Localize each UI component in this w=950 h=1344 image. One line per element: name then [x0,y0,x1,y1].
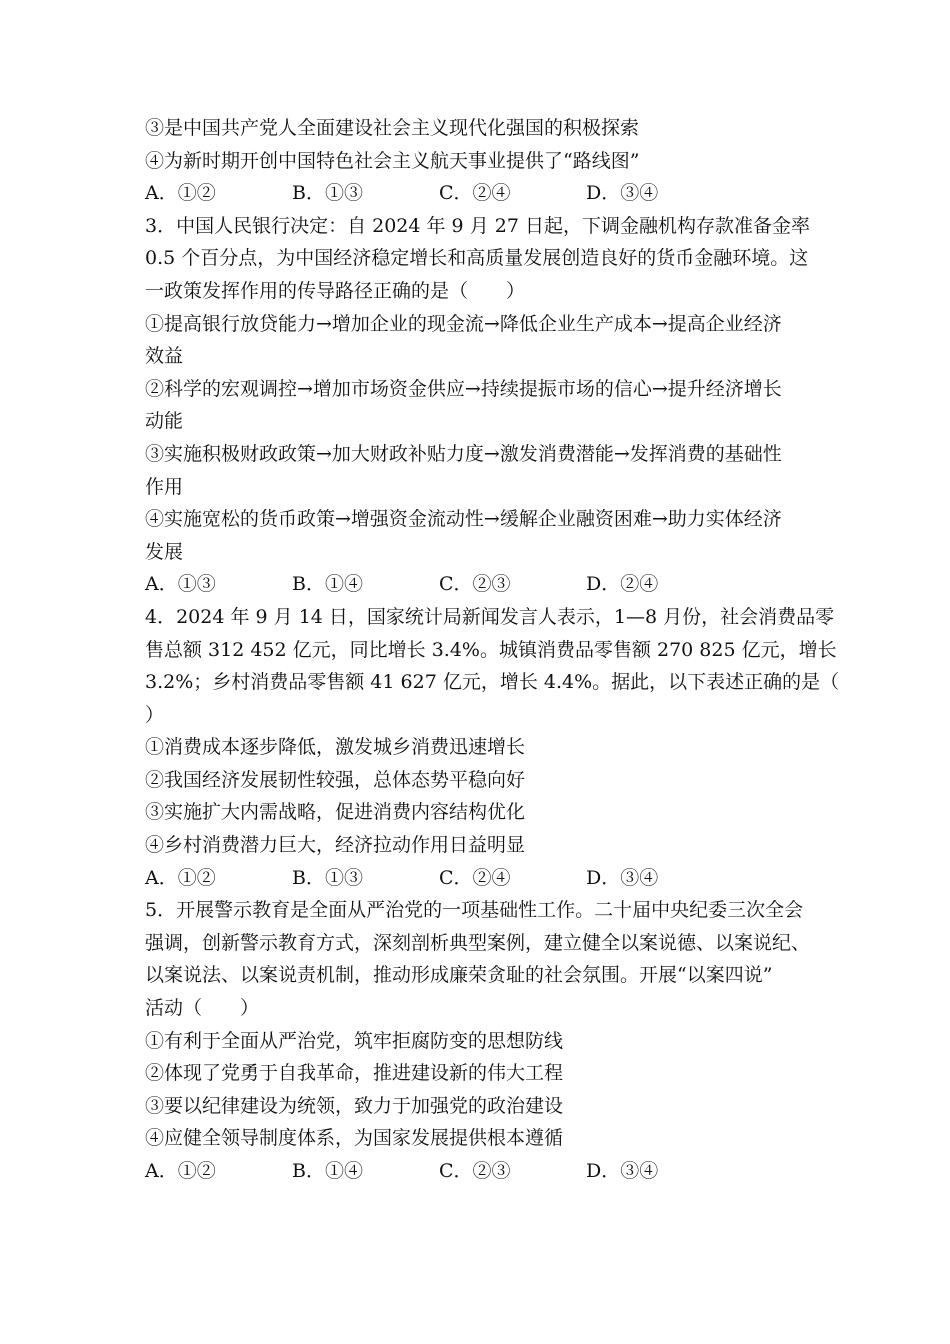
q4-stem-line-2: 售总额 312 452 亿元，同比增长 3.4%。城镇消费品零售额 270 825 亿元，增长 [145,638,837,661]
q5-statement-1: ①有利于全面从严治党，筑牢拒腐防变的思想防线 [145,1029,564,1052]
q5-option-a: A．①② [145,1160,216,1182]
exam-page [145,112,840,1188]
q4-stem-line-1: 4．2024 年 9 月 14 日，国家统计局新闻发言人表示，1—8 月份，社会消费品零 [145,605,835,628]
q5-stem-line-2: 强调，创新警示教育方式，深刻剖析典型案例，建立健全以案说德、以案说纪、 [145,931,811,954]
q3-option-c: C．②③ [439,573,511,596]
q5-statement-2: ②体现了党勇于自我革命，推进建设新的伟大工程 [145,1062,564,1085]
q3-options [145,568,815,601]
q3-option-a: A．①③ [145,573,216,596]
q4-stem-line-3: 3.2%；乡村消费品零售额 41 627 亿元，增长 4.4%。据此，以下表述正确的是（ [145,671,840,694]
q4-statement-4: ④乡村消费潜力巨大，经济拉动作用日益明显 [145,834,526,857]
q3-option-b: B．①④ [292,573,363,596]
q3-option-d: D．②④ [586,573,659,596]
q5-stem-line-4: 活动（ ） [145,997,260,1020]
q4-statement-1: ①消费成本逐步降低，激发城乡消费迅速增长 [145,736,526,759]
q3-statement-1-cont: 效益 [145,345,184,368]
q2-option-b: B．①③ [292,182,363,205]
q3-stem-line-1: 3．中国人民银行决定：自 2024 年 9 月 27 日起，下调金融机构存款准备金率 [145,214,810,237]
q2-statement-3: ③是中国共产党人全面建设社会主义现代化强国的积极探索 [145,117,640,139]
q4-stem-line-4: ） [145,703,165,726]
q3-statement-3-cont: 作用 [145,475,184,498]
q3-stem-line-2: 0.5 个百分点，为中国经济稳定增长和高质量发展创造良好的货币金融环境。这 [145,247,809,270]
q2-option-c: C．②④ [439,182,511,205]
q3-statement-4: ④实施宽松的货币政策→增强资金流动性→缓解企业融资困难→助力实体经济 [145,508,782,531]
q2-statement-4: ④为新时期开创中国特色社会主义航天事业提供了“路线图” [145,149,640,172]
q4-statement-3: ③实施扩大内需战略，促进消费内容结构优化 [145,801,526,824]
q3-statement-1: ①提高银行放贷能力→增加企业的现金流→降低企业生产成本→提高企业经济 [145,312,782,335]
q5-stem-line-3: 以案说法、以案说责机制，推动形成廉荣贪耻的社会氛围。开展“以案四说” [145,964,773,987]
q5-stem-line-1: 5．开展警示教育是全面从严治党的一项基础性工作。二十届中央纪委三次全会 [145,899,804,922]
q4-option-c: C．②④ [439,866,511,889]
q5-statement-4: ④应健全领导制度体系，为国家发展提供根本遵循 [145,1127,564,1150]
q5-option-d: D．③④ [586,1160,659,1182]
q5-option-b: B．①④ [292,1160,363,1182]
q4-option-b: B．①③ [292,866,363,889]
q5-options [145,1155,815,1188]
q4-option-d: D．③④ [586,866,659,889]
q2-options [145,177,815,210]
q4-options [145,862,815,895]
q5-statement-3: ③要以纪律建设为统领，致力于加强党的政治建设 [145,1094,564,1117]
q3-stem-line-3: 一政策发挥作用的传导路径正确的是（ ） [145,279,526,302]
q2-option-d: D．③④ [586,182,659,205]
q4-option-a: A．①② [145,866,216,889]
q2-option-a: A．①② [145,182,216,205]
q3-statement-3: ③实施积极财政政策→加大财政补贴力度→激发消费潜能→发挥消费的基础性 [145,442,782,465]
q3-statement-4-cont: 发展 [145,540,184,563]
q4-statement-2: ②我国经济发展韧性较强，总体态势平稳向好 [145,768,526,791]
q3-statement-2-cont: 动能 [145,410,184,433]
q5-option-c: C．②③ [439,1160,511,1182]
q3-statement-2: ②科学的宏观调控→增加市场资金供应→持续提振市场的信心→提升经济增长 [145,377,782,400]
